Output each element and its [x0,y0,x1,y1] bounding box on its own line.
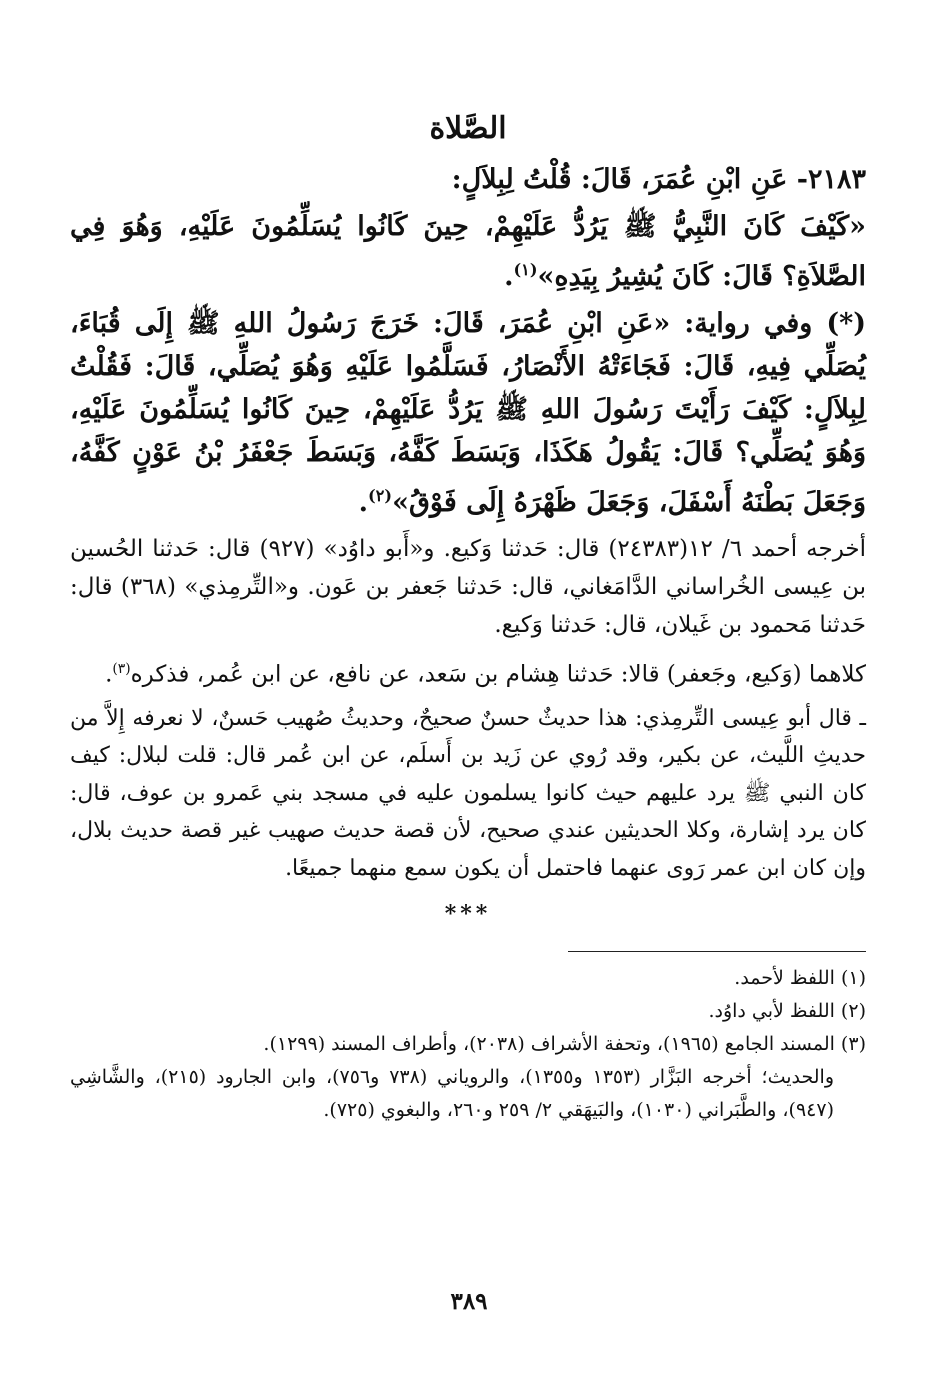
takhrij-paragraph-2: كلاهما (وَكيع، وجَعفر) قالا: حَدثنا هِشام بن سَعد، عن نافع، عن ابن عُمر، فذكره$^{(٣)}$. [105,661,866,688]
footnote-3: (٣) المسند الجامع (١٩٦٥)، وتحفة الأشراف (٢٠٣٨)، وأطراف المسند (١٢٩٩). [263,1033,866,1056]
section-separator: *** [444,901,492,928]
hadith-text-2: (*) وفي رواية: «عَنِ ابْنِ عُمَرَ، قَالَ: خَرَجَ رَسُولُ اللهِ ﷺ إِلَى قُبَاءَ، يُصَلِّي فِيهِ، قَالَ: فَجَاءَتْهُ الأَنْصَارُ، فَسَلَّمُوا عَلَيْهِ وَهُوَ يُصَلِّي، قَالَ: فَقُلْتُ لِبِلاَلٍ: كَيْفَ رَأَيْتَ رَسُولَ اللهِ ﷺ يَرُدُّ عَلَيْهِمْ، حِينَ كَانُوا يُسَلِّمُونَ عَلَيْهِ، وَهُوَ يُصَلِّي؟ قَالَ: يَقُولُ هَكَذَا، وَبَسَطَ كَفَّهُ، وَبَسَطَ جَعْفَرُ بْنُ عَوْنٍ كَفَّهُ، وَجَعَلَ بَطْنَهُ أَسْفَلَ، وَجَعَلَ ظَهْرَهُ إِلَى فَوْقُ»$^{(٢)}$. [70,308,866,518]
footnote-ref-2: (٢) [368,486,393,505]
hadith-block [70,158,866,524]
page-number: ٣٨٩ [450,1288,488,1315]
footnote-3-continuation: والحديث؛ أخرجه البَزَّار (١٣٥٣ و١٣٥٥)، والروياني (٧٣٨ و٧٥٦)، وابن الجارود (٢١٥)، والشَّاشِي (٩٤٧)، والطَّبَراني (١٠٣٠)، والبَيهَقي ٢/ ٢٥٩ و٢٦٠، والبغوي (٧٢٥). [70,1066,835,1122]
takhrij-paragraph-1: أخرجه أحمد ٦/ ١٢(٢٤٣٨٣) قال: حَدثنا وَكيع. و«أَبو داوُد» (٩٢٧) قال: حَدثنا الحُسين بن عِيسى الخُراساني الدَّامَغاني، قال: حَدثنا جَعفر بن عَون. و«التِّرمِذي» (٣٦٨) قال: حَدثنا مَحمود بن غَيلان، قال: حَدثنا وَكيع. [70,536,867,638]
takhrij-paragraph-2-body: كلاهما (وَكيع، وجَعفر) قالا: حَدثنا هِشام بن سَعد، عن نافع، عن ابن عُمر، فذكره [130,661,866,688]
footnote-divider [568,951,866,952]
footnote-ref-3: (٣) [112,661,131,677]
hadith-text-2-body: (*) وفي رواية: «عَنِ ابْنِ عُمَرَ، قَالَ: خَرَجَ رَسُولُ اللهِ ﷺ إِلَى قُبَاءَ، يُصَلِّي فِيهِ، قَالَ: فَجَاءَتْهُ الأَنْصَارُ، فَسَلَّمُوا عَلَيْهِ وَهُوَ يُصَلِّي، قَالَ: فَقُلْتُ لِبِلاَلٍ: كَيْفَ رَأَيْتَ رَسُولَ اللهِ ﷺ يَرُدُّ عَلَيْهِمْ، حِينَ كَانُوا يُسَلِّمُونَ عَلَيْهِ، وَهُوَ يُصَلِّي؟ قَالَ: يَقُولُ هَكَذَا، وَبَسَطَ كَفَّهُ، وَبَسَطَ جَعْفَرُ بْنُ عَوْنٍ كَفَّهُ، وَجَعَلَ بَطْنَهُ أَسْفَلَ، وَجَعَلَ ظَهْرَهُ إِلَى فَوْقُ» [70,308,866,518]
footnotes [70,962,866,1127]
chapter-title: الصَّلاة [429,111,507,146]
footnote-1: (١) اللفظ لأحمد. [734,967,866,990]
takhrij-block [70,530,866,694]
tirmidhi-comment: ـ قال أبو عِيسى التِّرمِذي: هذا حديثٌ حسنٌ صحيحٌ، وحديثُ صُهيب حَسنٌ، لا نعرفه إِلاَّ من حديثِ اللَّيث، عن بكير، وقد رُوي عن زَيد بن أَسلَم، عن ابن عُمر قال: قلت لبلال: كيف كان النبي ﷺ يرد عليهم حيث كانوا يسلمون عليه في مسجد بني عَمرو بن عوف، قال: كان يرد إشارة، وكلا الحديثين عندي صحيح، لأن قصة حديث صهيب غير قصة حديث بلال، وإن كان ابن عمر رَوى عنهما فاحتمل أن يكون سمع منهما جميعًا. [70,705,866,881]
hadith-intro: ٢١٨٣- عَنِ ابْنِ عُمَرَ، قَالَ: قُلْتُ لِبِلاَلٍ: [451,164,866,195]
hadith-text-1: «كَيْفَ كَانَ النَّبِيُّ ﷺ يَرُدُّ عَلَيْهِمْ، حِينَ كَانُوا يُسَلِّمُونَ عَلَيْهِ، وَهُوَ فِي الصَّلاَةِ؟ قَالَ: كَانَ يُشِيرُ بِيَدِهِ»$^{(١)}$. [70,211,866,292]
footnote-ref-1: (١) [513,260,538,279]
hadith-text-1-body: «كَيْفَ كَانَ النَّبِيُّ ﷺ يَرُدُّ عَلَيْهِمْ، حِينَ كَانُوا يُسَلِّمُونَ عَلَيْهِ، وَهُوَ فِي الصَّلاَةِ؟ قَالَ: كَانَ يُشِيرُ بِيَدِهِ» [70,211,866,292]
footnote-2: (٢) اللفظ لأبي داوُد. [708,1000,866,1023]
